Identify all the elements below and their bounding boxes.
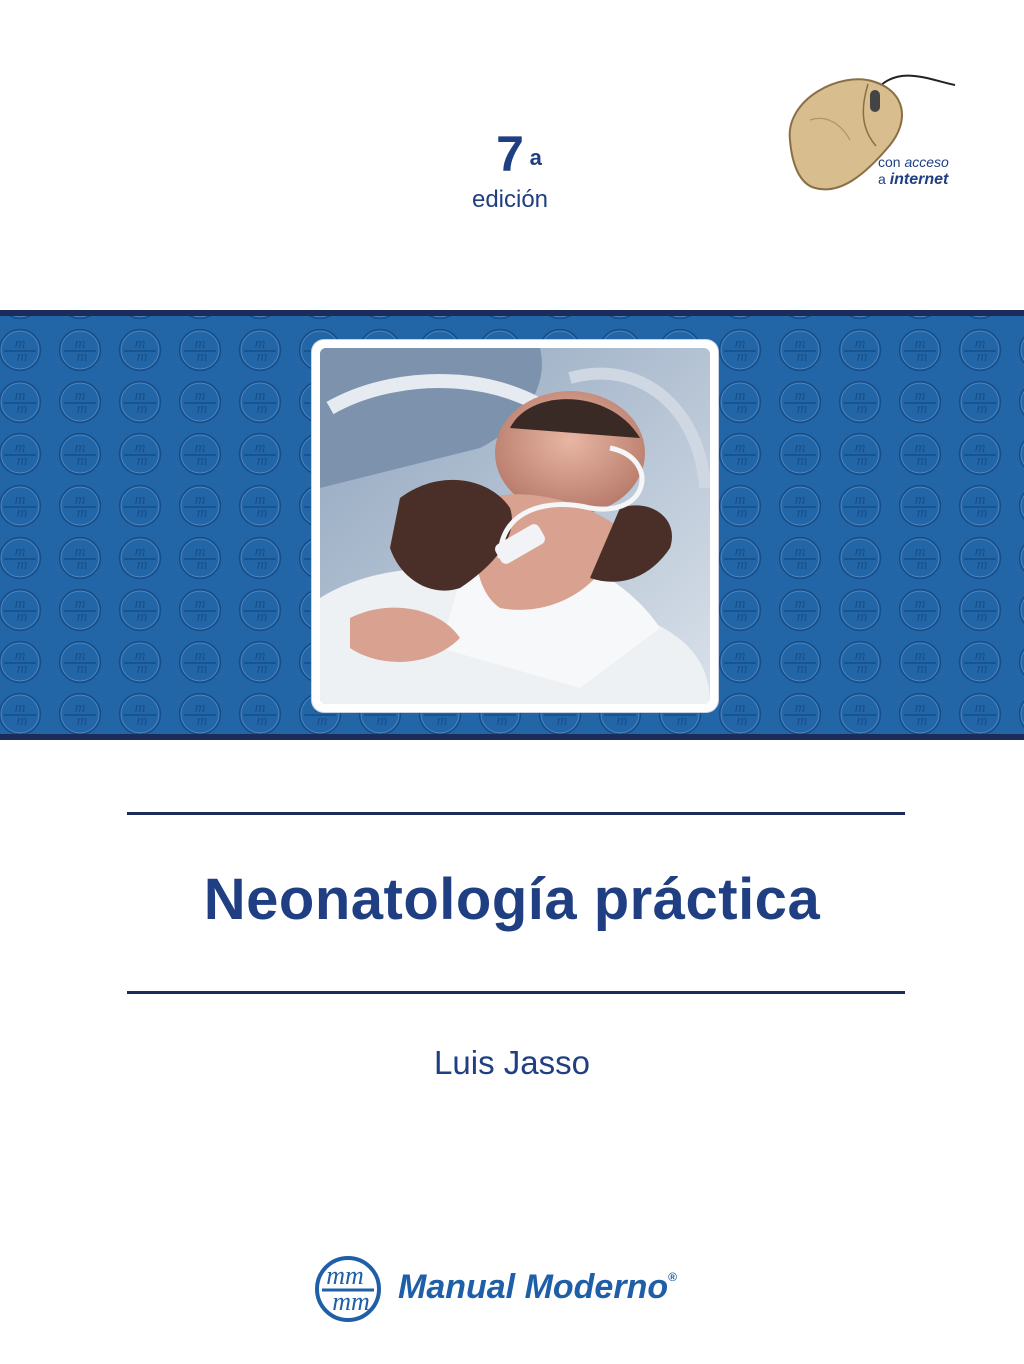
book-title: Neonatología práctica	[203, 867, 821, 932]
publisher-logo-letters-top: mm	[326, 1261, 364, 1290]
badge-line1-plain: con	[878, 154, 905, 170]
badge-line2-bold: internet	[889, 171, 949, 188]
title-rule-top	[127, 812, 905, 815]
book-author: Luis Jasso	[434, 1044, 590, 1081]
edition-block	[430, 128, 590, 214]
edition-number-value: 7	[496, 126, 524, 182]
edition-number	[496, 126, 542, 182]
edition-word: edición	[471, 186, 549, 213]
registered-mark: ®	[668, 1270, 677, 1284]
badge-line1-italic: acceso	[904, 154, 949, 170]
newborn-photo	[320, 348, 710, 704]
edition-superscript: a	[529, 145, 542, 170]
publisher-name-text: Manual Moderno	[398, 1268, 669, 1306]
publisher-logo-letters-bottom: mm	[332, 1287, 370, 1316]
publisher-name	[398, 1268, 677, 1307]
cover-photo-frame	[312, 340, 718, 712]
badge-line-1	[878, 154, 949, 171]
badge-line2-plain: a	[878, 171, 890, 187]
publisher-logo	[312, 1254, 732, 1324]
badge-line-2	[878, 171, 949, 188]
internet-access-badge	[878, 154, 949, 188]
publisher-mm-icon	[312, 1254, 386, 1324]
title-rule-bottom	[127, 991, 905, 994]
